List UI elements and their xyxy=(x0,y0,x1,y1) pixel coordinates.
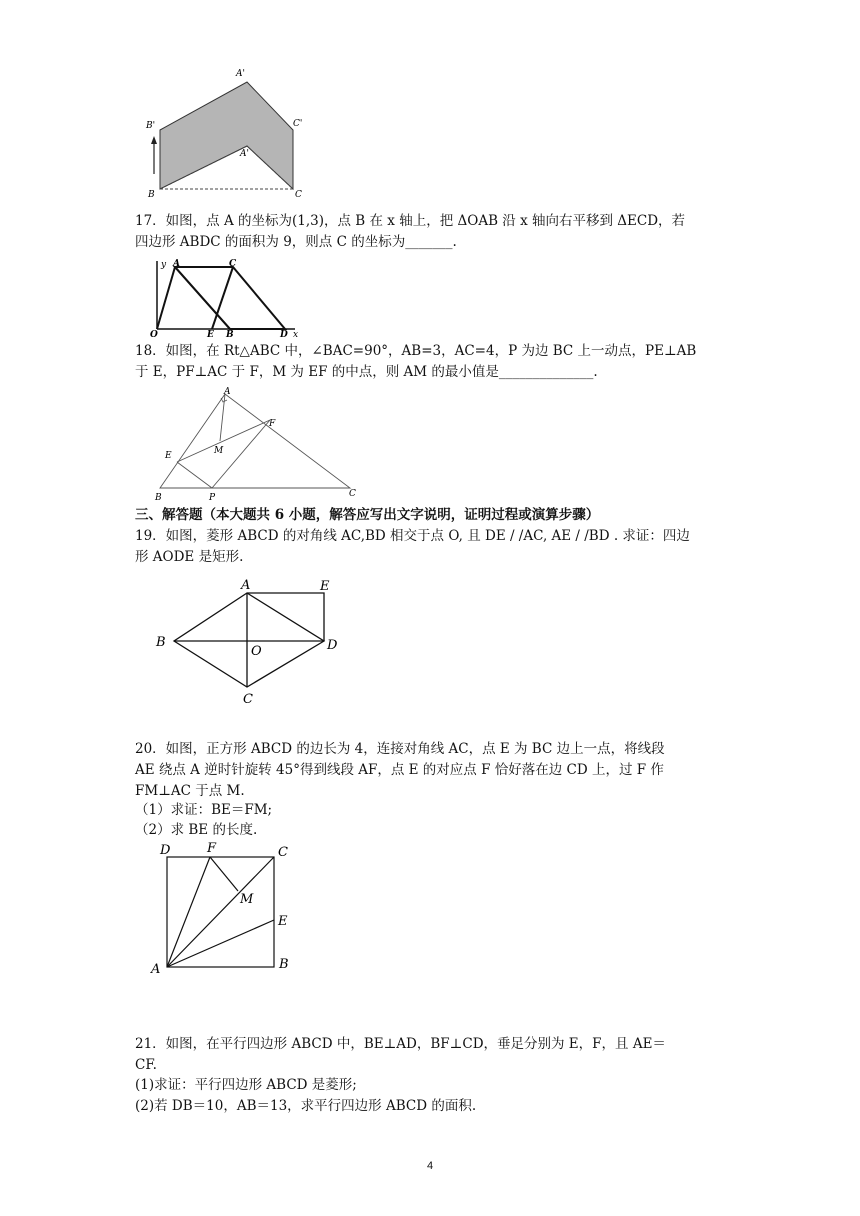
page-number: 4 xyxy=(426,1160,434,1172)
label-m: M xyxy=(214,446,224,456)
label-c-prime: C' xyxy=(293,119,303,129)
label-c: C xyxy=(243,692,253,707)
q21-line1: 21．如图，在平行四边形 ABCD 中，BE⊥AD，BF⊥CD，垂足分别为 E，F，且 AE＝ xyxy=(135,1036,666,1052)
label-f: F xyxy=(269,419,276,429)
q18-line2: 于 E，PF⊥AC 于 F，M 为 EF 的中点，则 AM 的最小值是______________. xyxy=(135,364,598,380)
q19-line2: 形 AODE 是矩形. xyxy=(135,549,244,565)
q17-line2: 四边形 ABDC 的面积为 9，则点 C 的坐标为_______. xyxy=(135,234,457,250)
label-c: C xyxy=(295,190,302,200)
label-e: E xyxy=(165,451,172,461)
q19-line1: 19．如图，菱形 ABCD 的对角线 AC,BD 相交于点 O, 且 DE / /AC, AE / /BD . 求证：四边 xyxy=(135,528,690,544)
q21-sub1: (1)求证：平行四边形 ABCD 是菱形; xyxy=(135,1077,357,1093)
q21-sub2: (2)若 DB＝10，AB＝13，求平行四边形 ABCD 的面积. xyxy=(135,1098,477,1114)
figure-q19 xyxy=(150,575,350,710)
label-b: B xyxy=(156,635,166,650)
label-e: E xyxy=(320,579,330,594)
figure-q18 xyxy=(150,386,365,504)
label-a-prime-mid: A' xyxy=(240,149,249,159)
q20-sub1: （1）求证：BE＝FM; xyxy=(135,802,273,818)
figure-q16 xyxy=(140,62,320,202)
q20-line3: FM⊥AC 于点 M. xyxy=(135,783,245,799)
label-b: B xyxy=(226,330,234,340)
label-a: A xyxy=(173,259,180,269)
figure-q20 xyxy=(148,840,308,980)
q21-line2: CF. xyxy=(135,1057,157,1073)
label-b: B xyxy=(155,493,162,503)
label-b: B xyxy=(148,190,155,200)
q18-line1: 18．如图，在 Rt△ABC 中，∠BAC=90°，AB=3，AC=4，P 为边 BC 上一动点，PE⊥AB xyxy=(135,343,697,359)
figure-q17 xyxy=(145,255,305,340)
label-y: y xyxy=(161,260,167,270)
label-e: E xyxy=(278,914,288,929)
label-a-prime-top: A' xyxy=(236,69,245,79)
label-o: O xyxy=(251,644,262,659)
label-x: x xyxy=(293,330,299,340)
label-m: M xyxy=(240,892,254,907)
label-a: A xyxy=(241,578,251,593)
label-a: A xyxy=(151,962,161,977)
label-b-prime: B' xyxy=(146,121,156,131)
q20-line1: 20．如图，正方形 ABCD 的边长为 4，连接对角线 AC，点 E 为 BC 边上一点，将线段 xyxy=(135,741,665,757)
q20-line2: AE 绕点 A 逆时针旋转 45°得到线段 AF，点 E 的对应点 F 恰好落在边 CD 上，过 F 作 xyxy=(135,762,664,778)
q20-sub2: （2）求 BE 的长度. xyxy=(135,822,258,838)
label-c: C xyxy=(278,845,288,860)
label-d: D xyxy=(160,843,171,858)
label-o: O xyxy=(150,330,158,340)
label-d: D xyxy=(280,330,288,340)
section-heading-solutions: 三、解答题（本大题共 6 小题，解答应写出文字说明，证明过程或演算步骤） xyxy=(135,507,600,523)
label-e: E xyxy=(207,330,214,340)
label-a: A xyxy=(224,387,231,397)
label-c: C xyxy=(349,489,356,499)
label-d: D xyxy=(327,638,338,653)
label-p: P xyxy=(209,493,216,503)
label-b: B xyxy=(279,957,289,972)
label-c: C xyxy=(229,259,237,269)
label-f: F xyxy=(207,841,217,856)
q17-line1: 17．如图，点 A 的坐标为(1,3)，点 B 在 x 轴上，把 ΔOAB 沿 x 轴向右平移到 ΔECD，若 xyxy=(135,213,686,229)
